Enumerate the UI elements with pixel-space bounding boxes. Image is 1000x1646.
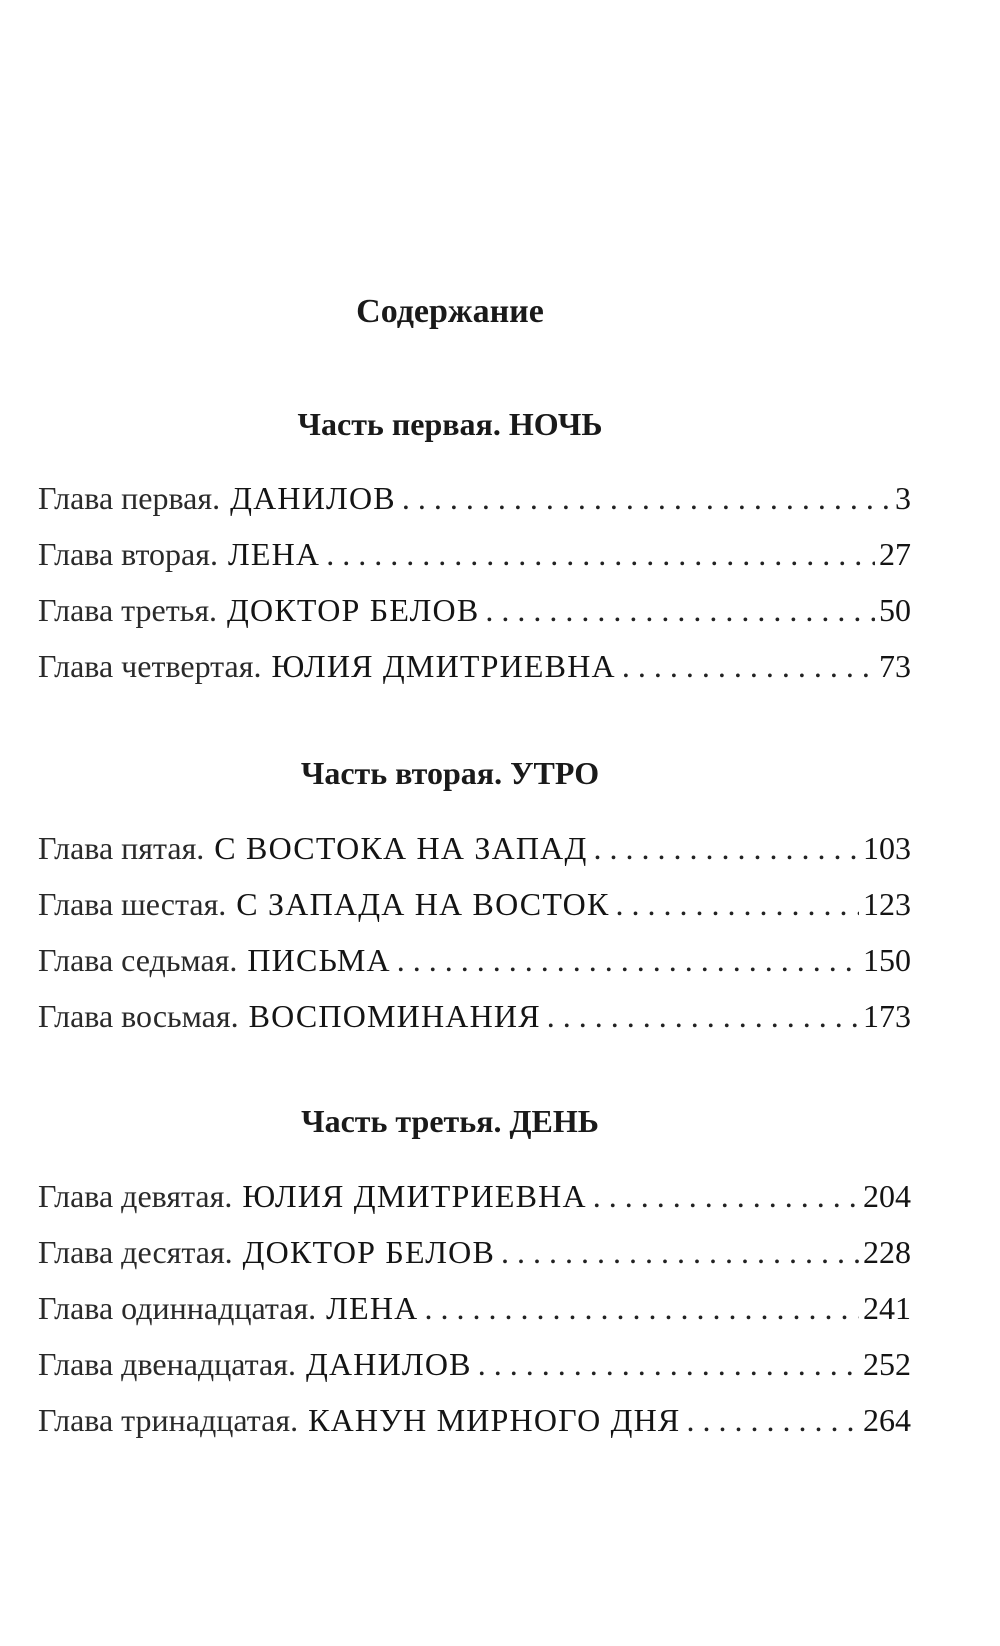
- page-number: 241: [863, 1290, 911, 1326]
- chapter-name: ВОСПОМИНАНИЯ: [248, 998, 541, 1034]
- chapter-name: ДАНИЛОВ: [230, 480, 396, 516]
- chapter-label: Глава десятая.: [38, 1234, 233, 1270]
- toc-entry[interactable]: [38, 1342, 911, 1386]
- toc-entry[interactable]: [38, 1398, 911, 1442]
- toc-entry[interactable]: [38, 1286, 911, 1330]
- chapter-label: Глава девятая.: [38, 1178, 233, 1214]
- chapter-label: Глава тринадцатая.: [38, 1402, 299, 1438]
- dot-leader: [424, 1286, 859, 1330]
- page-number: 264: [863, 1402, 911, 1438]
- chapter-label: Глава четвертая.: [38, 648, 262, 684]
- toc-entry[interactable]: [38, 532, 911, 576]
- toc-title: Содержание: [356, 293, 544, 330]
- page-number: 123: [863, 886, 911, 922]
- page-number: 150: [863, 942, 911, 978]
- chapter-name: КАНУН МИРНОГО ДНЯ: [308, 1402, 681, 1438]
- toc-entry[interactable]: [38, 1230, 911, 1274]
- page-number: 204: [863, 1178, 911, 1214]
- chapter-label: Глава пятая.: [38, 830, 205, 866]
- chapter-label: Глава одиннадцатая.: [38, 1290, 317, 1326]
- dot-leader: [501, 1230, 859, 1274]
- toc-entry[interactable]: [38, 994, 911, 1038]
- chapter-label: Глава восьмая.: [38, 998, 239, 1034]
- page-number: 228: [863, 1234, 911, 1270]
- chapter-label: Глава двенадцатая.: [38, 1346, 296, 1382]
- toc-entry[interactable]: [38, 588, 911, 632]
- part-heading-1: Часть первая. НОЧЬ: [297, 406, 603, 442]
- chapter-name: ЛЕНА: [227, 536, 321, 572]
- dot-leader: [686, 1398, 859, 1442]
- dot-leader: [478, 1342, 859, 1386]
- part-heading-3: Часть третья. ДЕНЬ: [301, 1103, 599, 1139]
- chapter-name: ДОКТОР БЕЛОВ: [242, 1234, 496, 1270]
- toc-entry[interactable]: [38, 938, 911, 982]
- chapter-name: С ЗАПАДА НА ВОСТОК: [236, 886, 610, 922]
- dot-leader: [485, 588, 875, 632]
- toc-entry[interactable]: [38, 644, 911, 688]
- chapter-name: ДОКТОР БЕЛОВ: [227, 592, 480, 628]
- chapter-name: ЮЛИЯ ДМИТРИЕВНА: [242, 1178, 587, 1214]
- dot-leader: [397, 938, 859, 982]
- chapter-label: Глава вторая.: [38, 536, 218, 572]
- chapter-name: ЛЕНА: [326, 1290, 419, 1326]
- chapter-name: ДАНИЛОВ: [305, 1346, 472, 1382]
- page-number: 73: [879, 648, 911, 684]
- dot-leader: [622, 644, 875, 688]
- page-number: 103: [863, 830, 911, 866]
- dot-leader: [593, 1174, 859, 1218]
- toc-entry[interactable]: [38, 826, 911, 870]
- part-heading-2: Часть вторая. УТРО: [300, 755, 600, 791]
- chapter-name: ПИСЬМА: [247, 942, 391, 978]
- page-number: 27: [879, 536, 911, 572]
- page-number: 173: [863, 998, 911, 1034]
- page-number: 50: [879, 592, 911, 628]
- chapter-label: Глава шестая.: [38, 886, 227, 922]
- toc-entry[interactable]: [38, 882, 911, 926]
- chapter-label: Глава первая.: [38, 480, 221, 516]
- dot-leader: [616, 882, 859, 926]
- toc-entry[interactable]: [38, 476, 911, 520]
- page-number: 3: [895, 480, 911, 516]
- toc-entry[interactable]: [38, 1174, 911, 1218]
- chapter-label: Глава седьмая.: [38, 942, 238, 978]
- chapter-name: ЮЛИЯ ДМИТРИЕВНА: [271, 648, 616, 684]
- chapter-name: С ВОСТОКА НА ЗАПАД: [214, 830, 588, 866]
- dot-leader: [402, 476, 891, 520]
- dot-leader: [326, 532, 875, 576]
- dot-leader: [594, 826, 859, 870]
- dot-leader: [547, 994, 859, 1038]
- chapter-label: Глава третья.: [38, 592, 218, 628]
- page-number: 252: [863, 1346, 911, 1382]
